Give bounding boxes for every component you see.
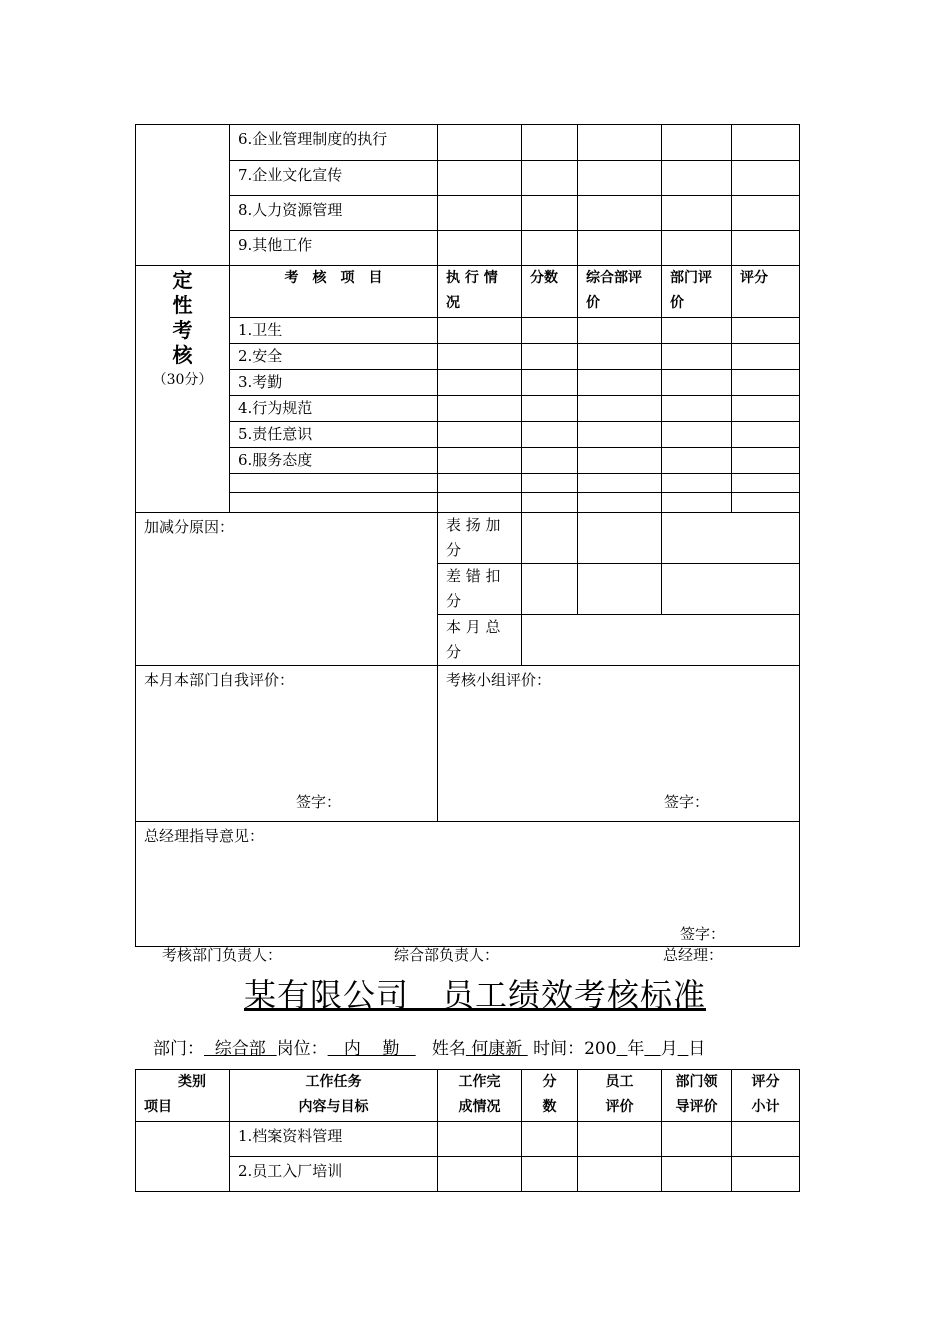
task-item: 1.档案资料管理 xyxy=(230,1122,438,1157)
quant-item: 7.企业文化宣传 xyxy=(230,161,438,196)
day-label: 日 xyxy=(688,1039,706,1059)
adjust-reason-label: 加减分原因： xyxy=(144,518,235,536)
gm-opinion-label: 总经理指导意见： xyxy=(144,827,265,845)
group-eval-sign: 签字： xyxy=(664,793,710,811)
self-eval-sign: 签字： xyxy=(296,793,342,811)
qual-item: 6.服务态度 xyxy=(230,448,438,474)
post-value[interactable]: 内 勤 xyxy=(327,1039,416,1059)
header-category: 类别 项目 xyxy=(136,1070,230,1122)
month-total-value[interactable] xyxy=(522,615,800,666)
error-label: 差 错 扣 分 xyxy=(438,564,522,615)
day-blank[interactable] xyxy=(678,1039,689,1059)
quant-item: 9.其他工作 xyxy=(230,231,438,266)
month-blank[interactable] xyxy=(644,1039,660,1059)
qual-header-dept-eval: 部门评价 xyxy=(662,266,732,318)
info-line xyxy=(153,1034,705,1059)
qual-header-general-eval: 综合部评价 xyxy=(578,266,662,318)
qual-item: 5.责任意识 xyxy=(230,422,438,448)
blank-item[interactable] xyxy=(230,474,438,493)
praise-label: 表 扬 加 分 xyxy=(438,513,522,564)
year-blank[interactable] xyxy=(617,1039,628,1059)
header-task: 工作任务 内容与目标 xyxy=(230,1070,438,1122)
quant-item: 8.人力资源管理 xyxy=(230,196,438,231)
qual-category-char: 考 xyxy=(172,318,193,342)
header-completion: 工作完 成情况 xyxy=(438,1070,522,1122)
gm-opinion-cell[interactable] xyxy=(136,822,800,947)
name-label: 姓名 xyxy=(431,1039,466,1059)
qual-category-char: 核 xyxy=(172,343,193,367)
qual-item: 4.行为规范 xyxy=(230,396,438,422)
post-label: 岗位： xyxy=(276,1039,328,1059)
qual-category-char: 定 xyxy=(172,268,193,292)
qual-item: 3.考勤 xyxy=(230,370,438,396)
dept-head-label: 考核部门负责人： xyxy=(162,946,283,964)
header-leader-eval: 部门领 导评价 xyxy=(662,1070,732,1122)
page-title: 某有限公司 员工绩效考核标准 xyxy=(243,976,706,1014)
quant-item: 6.企业管理制度的执行 xyxy=(230,125,438,161)
qual-header-rating: 评分 xyxy=(732,266,800,318)
top-table xyxy=(135,124,800,947)
general-head-label: 综合部负责人： xyxy=(394,946,500,964)
adjust-reason-cell[interactable] xyxy=(136,513,438,666)
header-score: 分 数 xyxy=(522,1070,578,1122)
year-label: 年 xyxy=(627,1039,645,1059)
category-cell xyxy=(136,1122,230,1192)
qual-category-cell xyxy=(136,266,230,513)
month-label: 月 xyxy=(660,1039,678,1059)
self-eval-label: 本月本部门自我评价： xyxy=(144,671,295,689)
group-eval-cell[interactable] xyxy=(438,666,800,822)
qual-header-item: 考 核 项 目 xyxy=(230,266,438,318)
header-subtotal: 评分 小计 xyxy=(732,1070,800,1122)
gm-label: 总经理： xyxy=(663,946,724,964)
blank-item[interactable] xyxy=(230,493,438,513)
dept-label: 部门： xyxy=(153,1039,204,1059)
name-value[interactable]: 何康新 xyxy=(465,1039,528,1059)
self-eval-cell[interactable] xyxy=(136,666,438,822)
quant-category-cell xyxy=(136,125,230,266)
time-label: 时间：200 xyxy=(533,1039,617,1059)
qual-header-score: 分数 xyxy=(522,266,578,318)
group-eval-label: 考核小组评价： xyxy=(446,671,552,689)
month-total-label: 本 月 总 分 xyxy=(438,615,522,666)
gm-sign: 签字： xyxy=(680,925,726,943)
qual-points: （30分） xyxy=(152,372,213,388)
qual-item: 1.卫生 xyxy=(230,318,438,344)
standard-table xyxy=(135,1069,800,1192)
qual-header-exec: 执 行 情 况 xyxy=(438,266,522,318)
header-staff-eval: 员工 评价 xyxy=(578,1070,662,1122)
task-item: 2.员工入厂培训 xyxy=(230,1157,438,1192)
qual-category-char: 性 xyxy=(172,293,193,317)
dept-value[interactable]: 综合部 xyxy=(204,1039,277,1059)
qual-item: 2.安全 xyxy=(230,344,438,370)
